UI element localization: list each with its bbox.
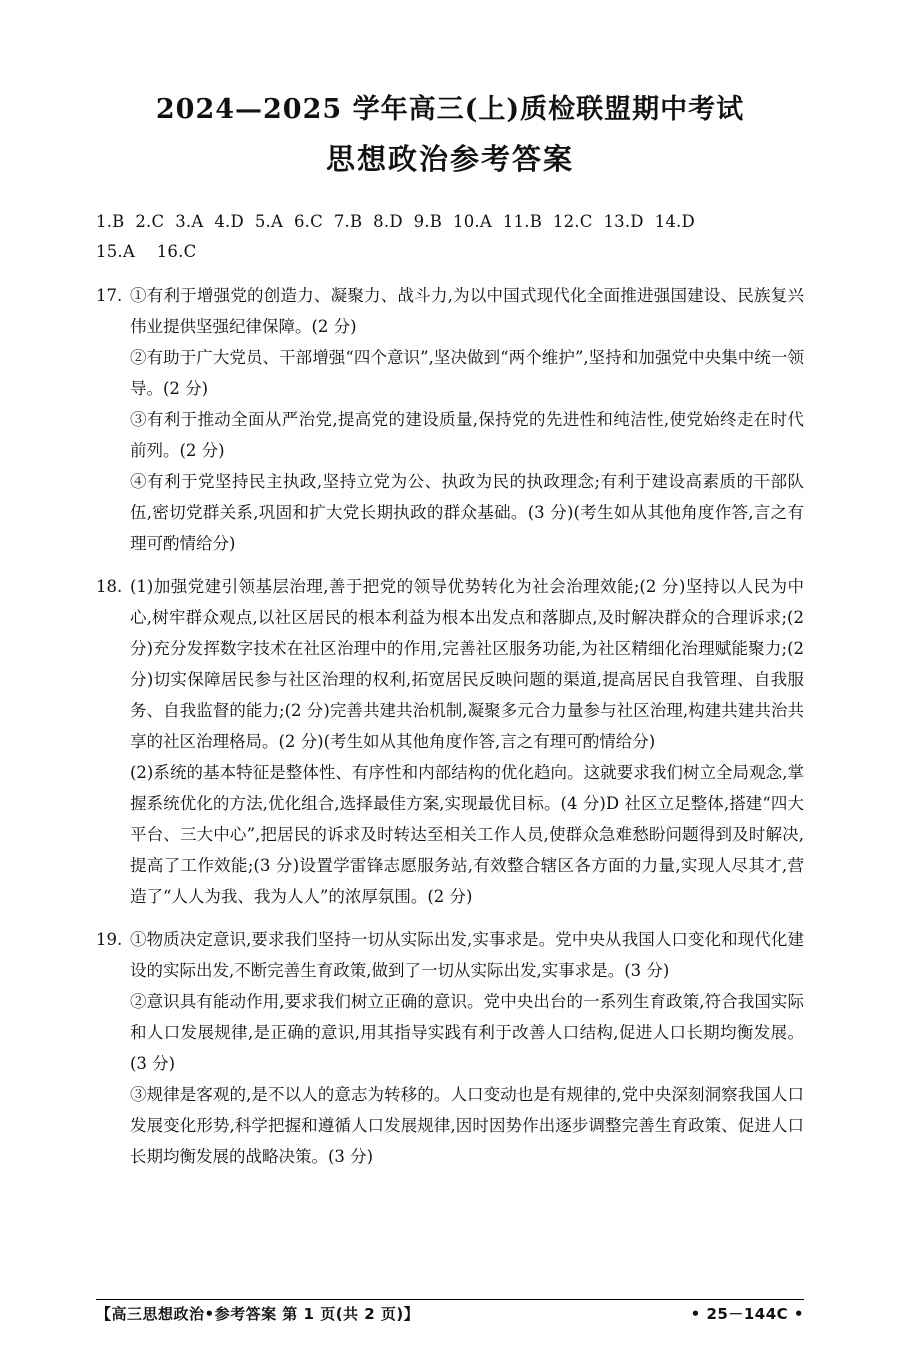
- question-block-18: [96, 571, 804, 912]
- answer-paragraph: (1)加强党建引领基层治理,善于把党的领导优势转化为社会治理效能;(2 分)坚持以人民为中心,树牢群众观点,以社区居民的根本利益为根本出发点和落脚点,及时解决群众的合理诉求;(2 分)充分发挥数字技术在社区治理中的作用,完善社区服务功能,为社区精细化治理赋能聚力;(2 分)切实保障居民参与社区治理的权利,拓宽居民反映问题的渠道,提高居民自我管理、自我服务、自我监督的能力;(2 分)完善共建共治机制,凝聚多元合力量参与社区治理,构建共建共治共享的社区治理格局。(2 分)(考生如从其他角度作答,言之有理可酌情给分): [130, 576, 804, 752]
- answer-paragraph: ②意识具有能动作用,要求我们树立正确的意识。党中央出台的一系列生育政策,符合我国实际和人口发展规律,是正确的意识,用其指导实践有利于改善人口结构,促进人口长期均衡发展。(3 分): [130, 992, 804, 1074]
- answer-paragraph: (2)系统的基本特征是整体性、有序性和内部结构的优化趋向。这就要求我们树立全局观念,掌握系统优化的方法,优化组合,选择最佳方案,实现最优目标。(4 分)D 社区立足整体,搭建“四大平台、三大中心”,把居民的诉求及时转达至相关工作人员,使群众急难愁盼问题得到及时解决,提高了工作效能;(3 分)设置学雷锋志愿服务站,有效整合辖区各方面的力量,实现人尽其才,营造了“人人为我、我为人人”的浓厚氛围。(2 分): [130, 763, 804, 907]
- answer-paragraph: ①物质决定意识,要求我们坚持一切从实际出发,实事求是。党中央从我国人口变化和现代化建设的实际出发,不断完善生育政策,做到了一切从实际出发,实事求是。(3 分): [130, 930, 804, 981]
- answer-paragraph: ①有利于增强党的创造力、凝聚力、战斗力,为以中国式现代化全面推进强国建设、民族复兴伟业提供坚强纪律保障。(2 分): [130, 285, 804, 336]
- page-footer: [0, 1299, 900, 1329]
- page-subtitle: 思想政治参考答案: [325, 142, 574, 177]
- page-title: 2024—2025 学年高三(上)质检联盟期中考试: [155, 94, 745, 125]
- document-page: [0, 92, 900, 1365]
- question-number: 17.: [96, 285, 123, 305]
- answer-paragraph: ②有助于广大党员、干部增强“四个意识”,坚决做到“两个维护”,坚持和加强党中央集中统一领导。(2 分): [130, 347, 804, 398]
- answer-paragraph: ③有利于推动全面从严治党,提高党的建设质量,保持党的先进性和纯洁性,使党始终走在时代前列。(2 分): [130, 409, 804, 460]
- footer-divider: [96, 1299, 804, 1300]
- footer-paper-code: • 25－144C •: [690, 1305, 804, 1323]
- question-number: 18.: [96, 576, 123, 596]
- answer-paragraph: ④有利于党坚持民主执政,坚持立党为公、执政为民的执政理念;有利于建设高素质的干部队伍,密切党群关系,巩固和扩大党长期执政的群众基础。(3 分)(考生如从其他角度作答,言之有理可酌情给分): [130, 471, 804, 553]
- question-block-17: [96, 280, 804, 559]
- objective-answers-line-1: 1.B 2.C 3.A 4.D 5.A 6.C 7.B 8.D 9.B 10.A 11.B 12.C 13.D 14.D: [96, 211, 695, 231]
- objective-answers: [96, 207, 804, 268]
- question-block-19: [96, 924, 804, 1172]
- answer-paragraph: ③规律是客观的,是不以人的意志为转移的。人口变动也是有规律的,党中央深刻洞察我国人口发展变化形势,科学把握和遵循人口发展规律,因时因势作出逐步调整完善生育政策、促进人口长期均衡发展的战略决策。(3 分): [130, 1085, 804, 1167]
- footer-page-label: 【高三思想政治•参考答案 第 1 页(共 2 页)】: [96, 1305, 420, 1323]
- objective-answers-line-2: 15.A 16.C: [96, 242, 197, 262]
- question-number: 19.: [96, 930, 123, 950]
